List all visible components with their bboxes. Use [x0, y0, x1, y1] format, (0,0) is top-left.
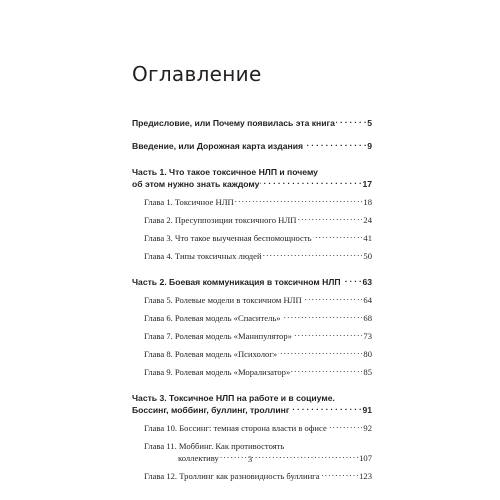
toc-entry-title-line1: Часть 1. Что такое токсичное НЛП и почему [132, 167, 318, 177]
toc-entry-introduction [132, 140, 372, 152]
toc-entry-part-1 [132, 166, 372, 190]
toc-entry-title: Глава 5. Ролевые модели в токсичном НЛП [144, 295, 302, 305]
dot-leader [297, 214, 362, 223]
toc-entry-chapter-1 [132, 196, 372, 208]
toc-entry-page: 91 [362, 405, 372, 415]
toc-entry-chapter-6 [132, 312, 372, 324]
dot-leader [263, 250, 363, 259]
toc-entry-title-line2: об этом нужно знать каждому [132, 179, 260, 189]
page-title: Оглавление [132, 62, 262, 86]
toc-entry-page: 85 [363, 367, 372, 377]
toc-entry-page: 63 [362, 277, 372, 287]
dot-leader [304, 140, 366, 149]
toc-entry-chapter-2 [132, 214, 372, 226]
dot-leader [303, 294, 363, 303]
toc-entry-title: Глава 3. Что такое выученная беспомощность [144, 233, 312, 243]
toc-entry-page: 107 [359, 453, 372, 463]
page-number: 3 [247, 454, 253, 464]
toc-entry-title: Глава 7. Ролевая модель «Манипулятор» [144, 331, 292, 341]
dot-leader [321, 470, 359, 479]
toc-entry-title-line1: Часть 3. Токсичное НЛП на работе и в социуме. [132, 393, 335, 403]
toc-entry-chapter-12 [132, 470, 372, 482]
dot-leader [313, 232, 363, 241]
toc-entry-chapter-5 [132, 294, 372, 306]
toc-entry-chapter-10 [132, 422, 372, 434]
toc-entry-title: Глава 8. Ролевая модель «Психолог» [144, 349, 278, 359]
toc-entry-page: 5 [367, 118, 372, 128]
toc-entry-part-2 [132, 276, 372, 288]
dot-leader [235, 196, 363, 205]
toc-entry-title: Глава 1. Токсичное НЛП [144, 197, 234, 207]
toc-entry-chapter-3 [132, 232, 372, 244]
toc-entry-title: Глава 9. Ролевая модель «Морализатор» [144, 367, 291, 377]
toc-entry-title: Часть 2. Боевая коммуникация в токсичном НЛП [132, 277, 341, 287]
toc-entry-title: Глава 4. Типы токсичных людей [144, 251, 262, 261]
dot-leader [336, 117, 366, 126]
dot-leader [260, 178, 361, 187]
toc-entry-page: 123 [359, 471, 372, 481]
toc-entry-title-line2: коллективу [178, 453, 219, 463]
toc-entry-page: 17 [362, 179, 372, 189]
toc-entry-title-line2: Боссинг, моббинг, буллинг, троллинг [132, 405, 290, 415]
toc-entry-page: 9 [367, 141, 372, 151]
dot-leader [291, 366, 362, 375]
toc-entry-page: 73 [363, 331, 372, 341]
toc-entry-part-3 [132, 392, 372, 416]
toc-entry-page: 80 [363, 349, 372, 359]
dot-leader [290, 404, 361, 413]
toc-entry-page: 92 [363, 423, 372, 433]
dot-leader [342, 276, 362, 285]
dot-leader [278, 348, 362, 357]
toc-entry-chapter-9 [132, 366, 372, 378]
toc-entry-preface [132, 117, 372, 129]
toc-entry-title: Глава 6. Ролевая модель «Спаситель» [144, 313, 281, 323]
toc-entry-title: Предисловие, или Почему появилась эта книга [132, 118, 335, 128]
toc-entry-chapter-4 [132, 250, 372, 262]
toc-entry-page: 50 [363, 251, 372, 261]
dot-leader [293, 330, 362, 339]
toc-entry-title-line1: Глава 11. Моббинг. Как противостоять [144, 441, 285, 451]
dot-leader [328, 422, 363, 431]
toc-entry-page: 64 [363, 295, 372, 305]
toc-entry-title: Введение, или Дорожная карта издания [132, 141, 304, 151]
toc-entry-chapter-7 [132, 330, 372, 342]
toc-entry-page: 24 [363, 215, 372, 225]
toc-entry-title: Глава 12. Троллинг как разновидность буллинга [144, 471, 320, 481]
toc-entry-page: 18 [363, 197, 372, 207]
table-of-contents [132, 117, 372, 482]
dot-leader [282, 312, 363, 321]
toc-entry-chapter-8 [132, 348, 372, 360]
toc-entry-page: 68 [363, 313, 372, 323]
toc-entry-title: Глава 10. Боссинг: темная сторона власти в офисе [144, 423, 327, 433]
toc-entry-title: Глава 2. Пресуппозиции токсичного НЛП [144, 215, 297, 225]
toc-entry-page: 41 [363, 233, 372, 243]
